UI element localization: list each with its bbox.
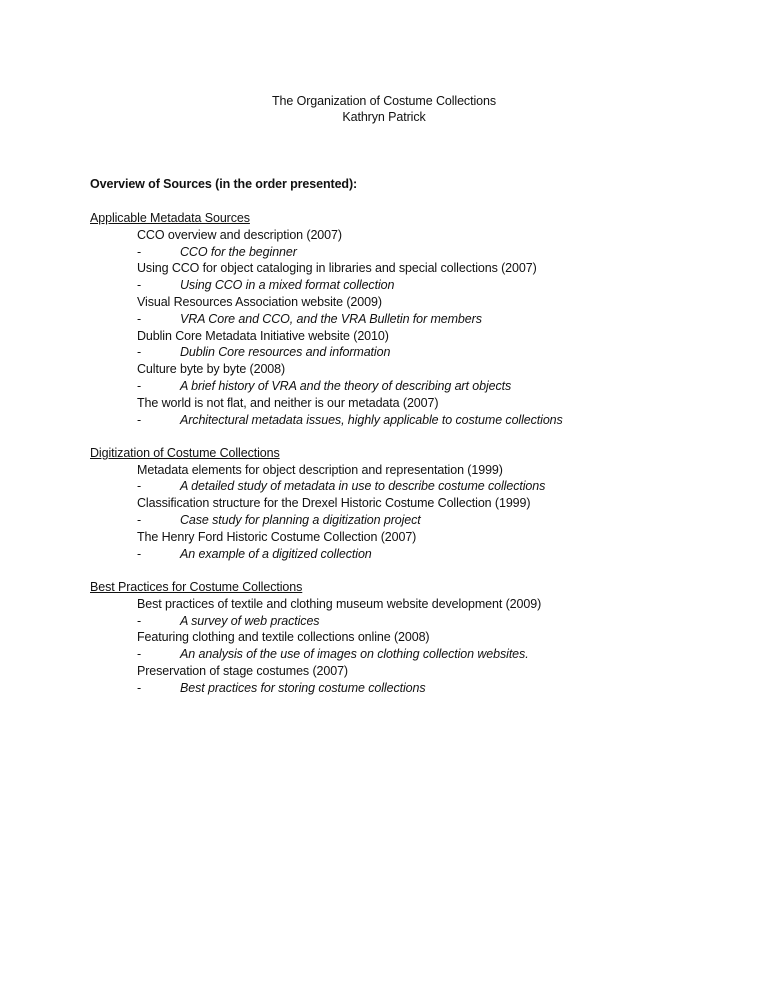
source-note-text: VRA Core and CCO, and the VRA Bulletin for members — [180, 311, 482, 326]
source-note — [90, 412, 730, 429]
list-dash: - — [137, 412, 142, 427]
source-note-text: CCO for the beginner — [180, 244, 297, 259]
list-dash: - — [137, 311, 142, 326]
source-note — [90, 613, 730, 630]
source-note — [90, 680, 730, 697]
section-heading: Digitization of Costume Collections — [90, 445, 280, 460]
sources-list — [90, 210, 730, 697]
source-note-text: Using CCO in a mixed format collection — [180, 278, 395, 293]
list-dash: - — [137, 278, 142, 293]
source-note-text: A detailed study of metadata in use to describe costume collections — [180, 479, 546, 494]
source-note-text: Architectural metadata issues, highly applicable to costume collections — [180, 412, 563, 427]
source-title: Featuring clothing and textile collections online (2008) — [137, 630, 430, 645]
source-title: Best practices of textile and clothing museum website development (2009) — [137, 596, 542, 611]
source-title: Visual Resources Association website (2009) — [137, 294, 382, 309]
list-dash: - — [137, 479, 142, 494]
document-author: Kathryn Patrick — [342, 110, 426, 124]
source-note — [90, 646, 730, 663]
source-note-text: A brief history of VRA and the theory of describing art objects — [180, 378, 512, 393]
document-header — [0, 93, 768, 125]
section-heading: Applicable Metadata Sources — [90, 211, 250, 225]
source-title: CCO overview and description (2007) — [137, 227, 342, 242]
source-note-text: An analysis of the use of images on clothing collection websites. — [180, 647, 529, 662]
source-note — [90, 344, 730, 361]
section-heading: Best Practices for Costume Collections — [90, 579, 303, 594]
list-dash: - — [137, 513, 142, 528]
source-note — [90, 378, 730, 395]
list-dash: - — [137, 244, 142, 259]
source-note-text: A survey of web practices — [180, 613, 320, 628]
source-note — [90, 478, 730, 495]
source-note — [90, 512, 730, 529]
source-note-text: Best practices for storing costume collections — [180, 680, 426, 695]
source-title: Classification structure for the Drexel Historic Costume Collection (1999) — [137, 496, 531, 511]
list-dash: - — [137, 546, 142, 561]
source-note — [90, 277, 730, 294]
source-title: Preservation of stage costumes (2007) — [137, 663, 348, 678]
overview-heading: Overview of Sources (in the order presented): — [90, 177, 358, 191]
source-section — [90, 579, 730, 697]
source-title: The world is not flat, and neither is our metadata (2007) — [137, 395, 439, 410]
source-title: The Henry Ford Historic Costume Collection (2007) — [137, 529, 417, 544]
source-title: Dublin Core Metadata Initiative website (2010) — [137, 328, 389, 343]
list-dash: - — [137, 680, 142, 695]
list-dash: - — [137, 378, 142, 393]
source-note — [90, 244, 730, 261]
list-dash: - — [137, 647, 142, 662]
source-title: Metadata elements for object description and representation (1999) — [137, 462, 503, 477]
document-title: The Organization of Costume Collections — [272, 94, 496, 108]
source-note — [90, 546, 730, 563]
source-section — [90, 445, 730, 563]
list-dash: - — [137, 613, 142, 628]
source-note-text: Case study for planning a digitization project — [180, 513, 421, 528]
source-note — [90, 311, 730, 328]
source-title: Using CCO for object cataloging in libraries and special collections (2007) — [137, 261, 537, 276]
source-title: Culture byte by byte (2008) — [137, 362, 286, 377]
source-section — [90, 210, 730, 428]
source-note-text: An example of a digitized collection — [180, 546, 372, 561]
source-note-text: Dublin Core resources and information — [180, 345, 391, 360]
list-dash: - — [137, 345, 142, 360]
